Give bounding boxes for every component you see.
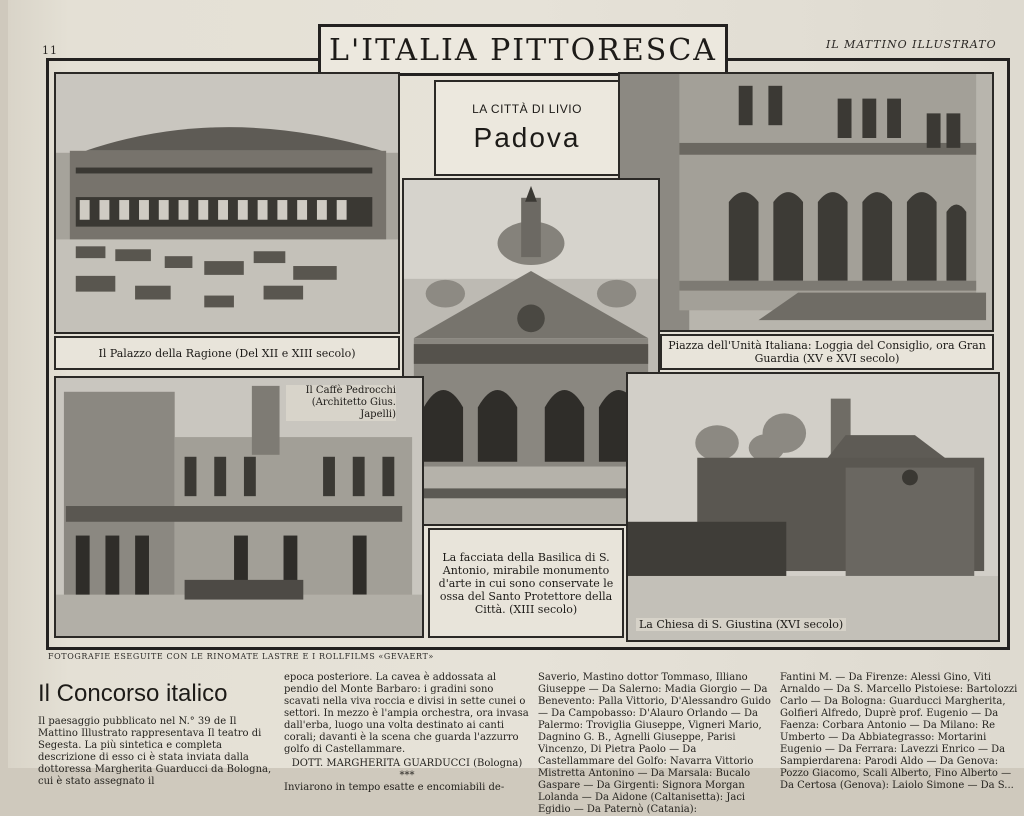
caption-caffe [286, 385, 396, 421]
page-title [318, 24, 728, 76]
caption-basilica: La facciata della Basilica di S. Antonio, mirabile monumento d'arte in cui sono conservate le ossa del Santo Protettore della Città. (XIII secolo) [428, 528, 624, 638]
photo-basilica-santo [402, 178, 660, 526]
article-heading: Il Concorso italico [38, 680, 228, 707]
article-col1: Il paesaggio pubblicato nel N.° 39 de Il Mattino Illustrato rappresentava Il teatro di Segesta. La più sintetica e completa descrizione di esso ci è stata inviata dalla dottoressa Margherita Guarducci da Bologna, cui è stato assegnato il [38, 716, 272, 787]
photo-credit: FOTOGRAFIE ESEGUITE CON LE RINOMATE LASTRE E I ROLLFILMS «GEVAERT» [48, 652, 434, 661]
article-stars: *** [399, 770, 415, 781]
photo-santa-giustina [626, 372, 1000, 642]
article-col3: Saverio, Mastino dottor Tommaso, Illiano Giuseppe — Da Salerno: Madia Giorgio — Da Benevento: Palla Vittorio, D'Alessandro Guido — Da Campobasso: D'Alauro Orlando — Da Palermo: Troviglia Giuseppe, Vigneri Mario, Dagnino G. B., Agnelli Giuseppe, Parisi Vincenzo, Di Pietra Paolo — Da Castellammare del Golfo: Navarra Vittorio Mistretta Antonino — Da Marsala: Bucalo Gaspare — Da Girgenti: Signora Morgan Lolanda — Da Aidone (Caltanisetta): Jaci Egidio — Da Paternò (Catania): [538, 672, 771, 815]
page-number: 11 [42, 44, 58, 57]
caption-caffe-line1: Il Caffè Pedrocchi [305, 385, 396, 396]
subtitle-box [434, 80, 620, 176]
photo-loggia-consiglio [618, 72, 994, 332]
magazine-name: IL MATTINO ILLUSTRATO [826, 38, 997, 51]
page-title-text: L'ITALIA PITTORESCA [329, 32, 717, 68]
caption-palazzo: Il Palazzo della Ragione (Del XII e XIII secolo) [54, 336, 400, 370]
subtitle-kicker: LA CITTÀ DI LIVIO [472, 102, 582, 116]
photo-palazzo-della-ragione [54, 72, 400, 334]
magazine-page [8, 0, 1024, 815]
subtitle-city: Padova [473, 122, 581, 153]
caption-caffe-line2: (Architetto Gius. Japelli) [311, 397, 396, 420]
caption-loggia: Piazza dell'Unità Italiana: Loggia del Consiglio, ora Gran Guardia (XV e XVI secolo) [660, 334, 994, 370]
article-signature: DOTT. MARGHERITA GUARDUCCI (Bologna) [291, 758, 523, 769]
article-col2-text: epoca posteriore. La cavea è addossata al pendio del Monte Barbaro: i gradini sono scavati nella viva roccia e divisi in sette cunei o settori. In mezzo è l'ampia orchestra, ora invasa dall'erba, luogo una volta destinato ai canti corali; davanti è la scena che guarda l'azzurro golfo di Castellammare. [284, 672, 529, 755]
article-col4: Fantini M. — Da Firenze: Alessi Gino, Viti Arnaldo — Da S. Marcello Pistoiese: Bartolozzi Carlo — Da Bologna: Guarducci Margherita, Golfieri Alfredo, Duprè prof. Eugenio — Da Faenza: Corbara Antonio — Da Milano: Re Umberto — Da Abbiategrasso: Mortarini Eugenio — Da Ferrara: Lavezzi Enrico — Da Sampierdarena: Parodi Aldo — Da Genova: Pozzo Giacomo, Scali Alberto, Fino Alberto — Da Certosa (Genova): Laiolo Simone — Da S... [780, 672, 1018, 791]
caption-giustina: La Chiesa di S. Giustina (XVI secolo) [636, 618, 846, 631]
article-col2-cont: Inviarono in tempo esatte e encomiabili de- [284, 782, 505, 793]
article-col2 [284, 672, 530, 793]
